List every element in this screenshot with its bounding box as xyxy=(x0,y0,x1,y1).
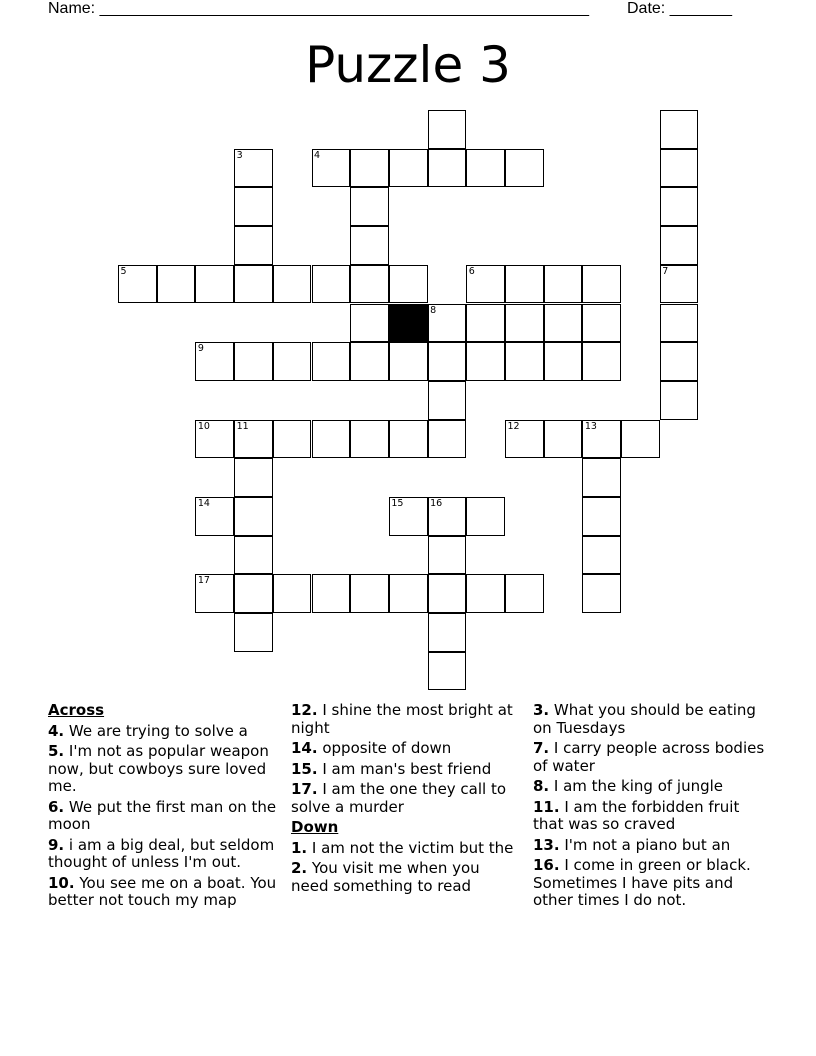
grid-cell[interactable] xyxy=(505,304,544,343)
date-field-line: Date: _______ xyxy=(627,0,732,17)
grid-cell[interactable] xyxy=(234,574,273,613)
clue-number-label: 6 xyxy=(468,265,475,277)
grid-cell[interactable] xyxy=(312,149,351,188)
grid-cell[interactable] xyxy=(312,574,351,613)
grid-cell[interactable] xyxy=(582,536,621,575)
grid-cell[interactable] xyxy=(234,420,273,459)
grid-cell[interactable] xyxy=(428,574,467,613)
grid-cell[interactable] xyxy=(312,420,351,459)
grid-cell[interactable] xyxy=(660,342,699,381)
clue-text: I come in green or black. Sometimes I have pits and other times I do not. xyxy=(533,856,751,909)
grid-cell[interactable] xyxy=(582,458,621,497)
clue-text: I carry people across bodies of water xyxy=(533,739,765,775)
grid-cell[interactable] xyxy=(195,420,234,459)
clue-column-2 xyxy=(291,702,516,898)
grid-cell[interactable] xyxy=(195,342,234,381)
grid-cell[interactable] xyxy=(505,420,544,459)
grid-cell[interactable] xyxy=(621,420,660,459)
grid-cell[interactable] xyxy=(350,265,389,304)
grid-cell[interactable] xyxy=(273,420,312,459)
clue-text: i am a big deal, but seldom thought of unless I'm out. xyxy=(48,835,275,871)
grid-cell[interactable] xyxy=(660,226,699,265)
clue-number: 14. xyxy=(291,739,318,757)
clue-text: I'm not as popular weapon now, but cowboys sure loved me. xyxy=(48,742,269,795)
grid-cell[interactable] xyxy=(312,342,351,381)
clue-number-label: 5 xyxy=(120,265,127,277)
clue-number: 1. xyxy=(291,838,308,857)
clue-text: We put the first man on the moon xyxy=(48,797,277,833)
grid-cell[interactable] xyxy=(428,110,467,149)
clue-item xyxy=(291,740,516,758)
clue-item xyxy=(48,743,280,796)
clue-item xyxy=(291,702,516,737)
grid-cell[interactable] xyxy=(234,458,273,497)
clue-item xyxy=(533,799,773,834)
grid-cell[interactable] xyxy=(544,342,583,381)
down-heading: Down xyxy=(291,818,339,836)
clue-item xyxy=(533,857,773,910)
clue-number-label: 13 xyxy=(584,420,597,432)
across-heading: Across xyxy=(48,701,105,719)
grid-cell[interactable] xyxy=(389,497,428,536)
grid-cell[interactable] xyxy=(389,265,428,304)
clue-text: We are trying to solve a xyxy=(64,721,248,740)
grid-cell[interactable] xyxy=(544,420,583,459)
grid-cell[interactable] xyxy=(195,497,234,536)
clue-text: I'm not a piano but an xyxy=(559,835,731,854)
grid-cell[interactable] xyxy=(234,536,273,575)
grid-cell[interactable] xyxy=(350,342,389,381)
puzzle-title: Puzzle 3 xyxy=(305,36,511,94)
clue-number-label: 3 xyxy=(236,149,243,161)
clue-item xyxy=(48,875,280,910)
grid-cell[interactable] xyxy=(505,265,544,304)
grid-cell[interactable] xyxy=(505,149,544,188)
grid-cell[interactable] xyxy=(234,497,273,536)
clue-number: 8. xyxy=(533,777,550,795)
clue-text: I am the one they call to solve a murder xyxy=(291,780,507,816)
grid-cell[interactable] xyxy=(428,149,467,188)
grid-cell[interactable] xyxy=(466,497,505,536)
clue-text: I am the king of jungle xyxy=(549,777,724,795)
grid-cell[interactable] xyxy=(428,613,467,652)
clue-text: I am the forbidden fruit that was so craved xyxy=(533,797,740,833)
clue-text: I shine the most bright at night xyxy=(291,701,513,737)
grid-cell[interactable] xyxy=(234,226,273,265)
down-clue-list xyxy=(291,840,516,896)
grid-cell[interactable] xyxy=(350,420,389,459)
clue-item xyxy=(48,723,280,741)
grid-cell[interactable] xyxy=(660,149,699,188)
clue-number: 15. xyxy=(291,759,318,778)
clue-number-label: 14 xyxy=(197,498,210,509)
grid-cell[interactable] xyxy=(234,342,273,381)
down-clue-list-continued xyxy=(533,702,773,910)
across-clue-list-continued xyxy=(291,702,516,816)
clue-item xyxy=(48,837,280,872)
clue-item xyxy=(48,799,280,834)
grid-cell[interactable] xyxy=(428,652,467,691)
clue-number-label: 8 xyxy=(430,304,437,316)
clue-number: 5. xyxy=(48,742,65,760)
grid-cell[interactable] xyxy=(505,342,544,381)
grid-cell[interactable] xyxy=(118,265,157,304)
clue-number-label: 11 xyxy=(236,420,249,432)
grid-cell[interactable] xyxy=(582,304,621,343)
clue-number-label: 17 xyxy=(197,575,210,587)
grid-cell[interactable] xyxy=(195,265,234,304)
grid-cell[interactable] xyxy=(350,574,389,613)
grid-cell[interactable] xyxy=(234,613,273,652)
clue-number: 7. xyxy=(533,739,550,757)
clue-number: 4. xyxy=(48,721,65,740)
grid-cell[interactable] xyxy=(582,497,621,536)
grid-cell[interactable] xyxy=(466,149,505,188)
grid-cell[interactable] xyxy=(582,265,621,304)
grid-cell[interactable] xyxy=(273,574,312,613)
grid-cell[interactable] xyxy=(660,265,699,304)
grid-cell[interactable] xyxy=(389,420,428,459)
grid-cell[interactable] xyxy=(505,574,544,613)
grid-cell[interactable] xyxy=(582,342,621,381)
grid-cell[interactable] xyxy=(660,304,699,343)
grid-cell[interactable] xyxy=(466,265,505,304)
clue-item xyxy=(533,837,773,855)
name-field-line: Name: _______________________________________________________ xyxy=(48,0,589,17)
grid-cell[interactable] xyxy=(582,574,621,613)
grid-cell[interactable] xyxy=(389,149,428,188)
grid-cell[interactable] xyxy=(234,149,273,188)
clue-item xyxy=(291,761,516,779)
clue-number-label: 15 xyxy=(391,498,404,509)
clue-text: You visit me when you need something to read xyxy=(291,859,480,895)
grid-cell[interactable] xyxy=(544,304,583,343)
clue-number: 3. xyxy=(533,701,550,719)
clue-number: 16. xyxy=(533,856,560,874)
clue-number: 10. xyxy=(48,873,75,892)
grid-cell[interactable] xyxy=(389,342,428,381)
clue-number-label: 9 xyxy=(197,343,204,355)
clue-number: 6. xyxy=(48,797,65,816)
across-clue-list xyxy=(48,723,280,910)
grid-cell[interactable] xyxy=(273,342,312,381)
grid-cell[interactable] xyxy=(389,574,428,613)
grid-cell[interactable] xyxy=(350,187,389,226)
clue-column-1 xyxy=(48,702,280,913)
clue-number: 13. xyxy=(533,835,560,854)
grid-cell[interactable] xyxy=(350,304,389,343)
clue-number: 17. xyxy=(291,780,318,798)
clue-text: You see me on a boat. You better not touch my map xyxy=(48,873,277,909)
grid-cell[interactable] xyxy=(428,536,467,575)
grid-cell[interactable] xyxy=(660,110,699,149)
grid-cell[interactable] xyxy=(466,342,505,381)
clue-item xyxy=(291,781,516,816)
grid-cell[interactable] xyxy=(234,265,273,304)
grid-cell[interactable] xyxy=(466,574,505,613)
clue-item xyxy=(291,860,516,895)
clue-number: 2. xyxy=(291,859,308,877)
grid-cell[interactable] xyxy=(582,420,621,459)
grid-cell[interactable] xyxy=(466,304,505,343)
grid-cell[interactable] xyxy=(660,381,699,420)
grid-cell[interactable] xyxy=(428,381,467,420)
grid-cell[interactable] xyxy=(428,497,467,536)
grid-cell[interactable] xyxy=(195,574,234,613)
clue-text: I am man's best friend xyxy=(317,759,492,778)
grid-cell[interactable] xyxy=(350,226,389,265)
clue-number-label: 7 xyxy=(662,265,669,277)
grid-cell[interactable] xyxy=(273,265,312,304)
clue-text: I am not the victim but the xyxy=(307,838,514,857)
clue-number: 12. xyxy=(291,701,318,719)
clue-item xyxy=(533,778,773,796)
clue-text: What you should be eating on Tuesdays xyxy=(533,701,756,737)
grid-cell[interactable] xyxy=(157,265,196,304)
grid-cell[interactable] xyxy=(350,149,389,188)
clue-column-3 xyxy=(533,702,773,913)
clue-number-label: 10 xyxy=(197,420,210,432)
clue-item xyxy=(291,840,516,858)
black-cell xyxy=(389,304,428,343)
clue-item xyxy=(533,702,773,737)
grid-cell[interactable] xyxy=(428,304,467,343)
grid-cell[interactable] xyxy=(544,265,583,304)
clue-number-label: 4 xyxy=(314,149,321,161)
grid-cell[interactable] xyxy=(312,265,351,304)
grid-cell[interactable] xyxy=(234,187,273,226)
clue-item xyxy=(533,740,773,775)
clue-number: 9. xyxy=(48,835,65,854)
clue-number: 11. xyxy=(533,797,560,816)
clue-number-label: 16 xyxy=(430,498,443,509)
grid-cell[interactable] xyxy=(428,420,467,459)
grid-cell[interactable] xyxy=(660,187,699,226)
clue-number-label: 12 xyxy=(507,420,520,432)
clue-text: opposite of down xyxy=(317,739,452,757)
grid-cell[interactable] xyxy=(428,342,467,381)
